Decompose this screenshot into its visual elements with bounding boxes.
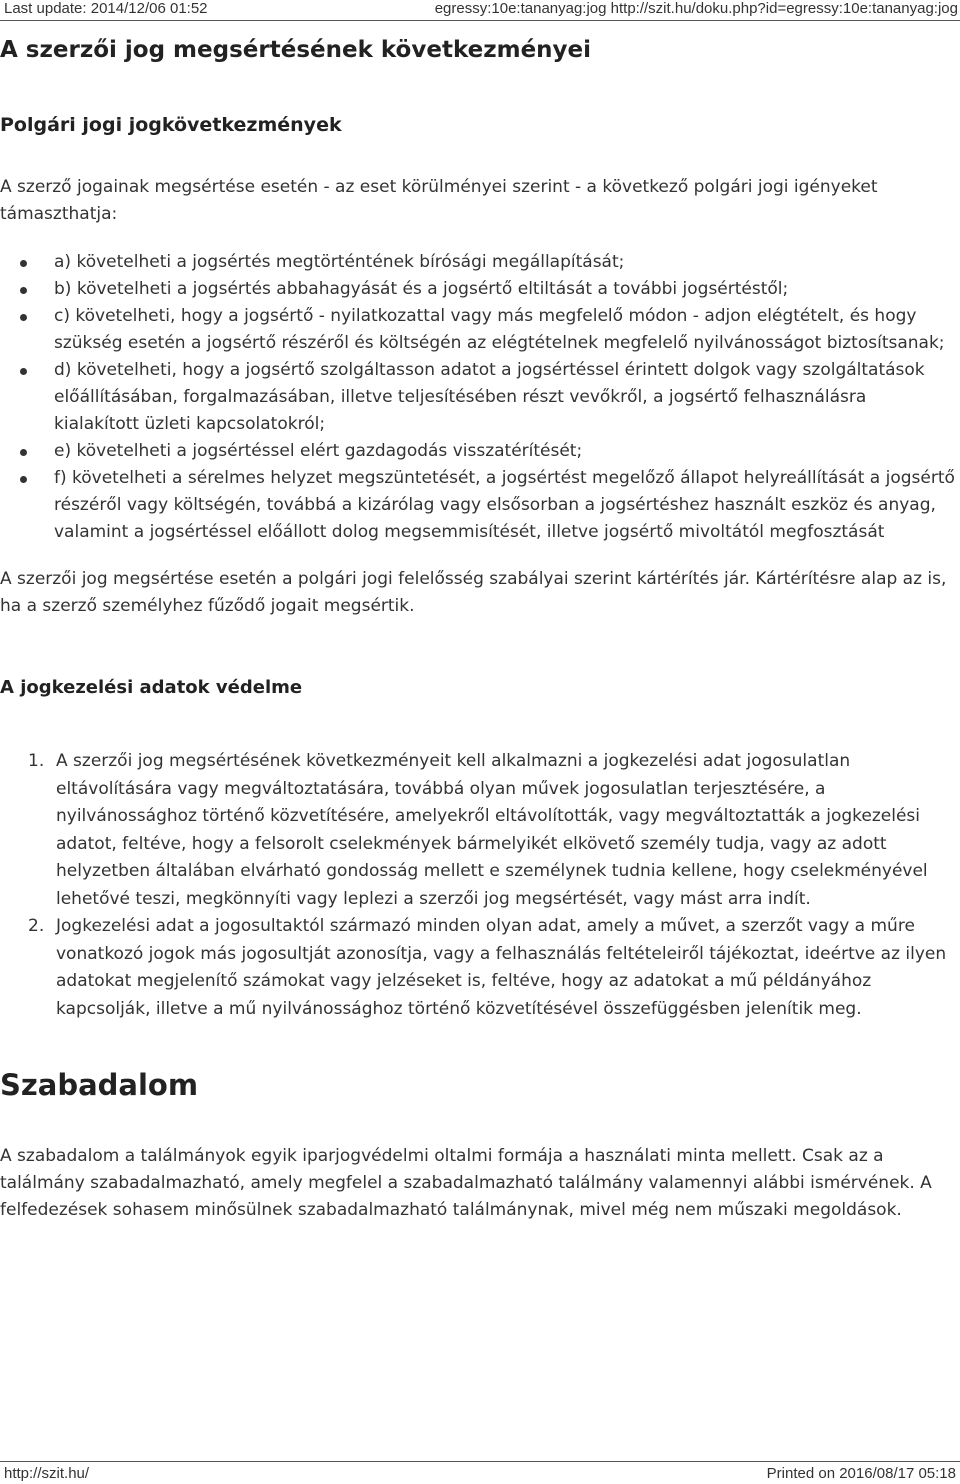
- list-item: a) követelheti a jogsértés megtörténtének bírósági megállapítását;: [54, 249, 956, 276]
- last-update-text: Last update: 2014/12/06 01:52: [4, 0, 208, 17]
- liability-paragraph: A szerzői jog megsértése esetén a polgári jogi felelősség szabályai szerint kártérítés jár. Kártérítésre alap az is, ha a szerző személyhez fűződő jogait megsértik.: [0, 569, 947, 616]
- list-item: e) követelheti a jogsértéssel elért gazdagodás visszatérítését;: [54, 438, 956, 465]
- list-number: 1.: [28, 751, 45, 771]
- site-url-text: http://szit.hu/: [4, 1465, 90, 1482]
- list-item: f) követelheti a sérelmes helyzet megszüntetését, a jogsértést megelőző állapot helyreállítását a jogsértő részéről vagy költségén, továbbá a kizárólag vagy elsősorban a jogsértéshez használt eszköz és anyag, valamint a jogsértéssel előállott dolog megsemmisítését, illetve jogsértő mivoltától megfosztását: [54, 465, 956, 546]
- list-item: c) követelheti, hogy a jogsértő - nyilatkozattal vagy más megfelelő módon - adjon elégtételt, és hogy szükség esetén a jogsértő részéről és költségén az elégtételnek megfelelő nyilvánosságot biztosítsanak;: [54, 303, 956, 357]
- list-item: [28, 748, 956, 913]
- drm-section-title: A jogkezelési adatok védelme: [0, 677, 303, 698]
- page-footer: [0, 1461, 960, 1484]
- civil-section-title: Polgári jogi jogkövetkezmények: [0, 114, 342, 136]
- page-header: [0, 0, 960, 21]
- page-id-text: egressy:10e:tananyag:jog http://szit.hu/doku.php?id=egressy:10e:tananyag:jog: [434, 0, 958, 17]
- page-content: [0, 34, 956, 1224]
- page-title: A szerzői jog megsértésének következményei: [0, 37, 592, 63]
- list-item-text: Jogkezelési adat a jogosultaktól származó minden olyan adat, amely a művet, a szerzőt vagy a műre vonatkozó jogok más jogosultját azonosítja, vagy a felhasználás feltételeiről tájékoztat, ideértve az ilyen adatokat megjelenítő számokat vagy jelzéseket is, feltéve, hogy az adatokat a mű példányához kapcsolják, illetve a mű nyilvánossághoz történő közvetítésével összefüggésben jelenítik meg.: [56, 916, 947, 1019]
- civil-intro-paragraph: A szerző jogainak megsértése esetén - az eset körülményei szerint - a következő polgári jogi igényeket támaszthatja:: [0, 177, 878, 224]
- list-item-text: A szerzői jog megsértésének következményeit kell alkalmazni a jogkezelési adat jogosulatlan eltávolítására vagy megváltoztatására, továbbá olyan művek jogosulatlan terjesztésére, a nyilvánossághoz történő közvetítésére, amelyekről eltávolították, vagy megváltoztatták a jogkezelési adatot, feltéve, hogy a felsorolt cselekmények bármelyikét elkövető személy tudja, vagy az adott helyzetben általában elvárható gondosság mellett e személynek tudnia kellene, hogy cselekményével lehetővé teszi, megkönnyíti vagy leplezi a szerzői jog megsértését, vagy mást arra indít.: [56, 751, 928, 909]
- drm-list: [0, 748, 956, 1023]
- list-number: 2.: [28, 916, 45, 936]
- printed-date-text: Printed on 2016/08/17 05:18: [766, 1465, 956, 1482]
- list-item: b) követelheti a jogsértés abbahagyását és a jogsértő eltiltását a további jogsértéstől;: [54, 276, 956, 303]
- patent-paragraph: A szabadalom a találmányok egyik iparjogvédelmi oltalmi formája a használati minta mellett. Csak az a találmány szabadalmazható, amely megfelel a szabadalmazható találmány valamennyi alábbi ismérvének. A felfedezések sohasem minősülnek szabadalmazható találmánynak, mivel még nem műszaki megoldások.: [0, 1146, 932, 1220]
- patent-section-title: Szabadalom: [0, 1068, 199, 1102]
- list-item: d) követelheti, hogy a jogsértő szolgáltasson adatot a jogsértéssel érintett dolgok vagy szolgáltatások előállításában, forgalmazásában, illetve teljesítésében részt vevőkről, a jogsértő felhasználásra kialakított üzleti kapcsolatokról;: [54, 357, 956, 438]
- civil-claims-list: [0, 249, 956, 546]
- list-item: [28, 913, 956, 1023]
